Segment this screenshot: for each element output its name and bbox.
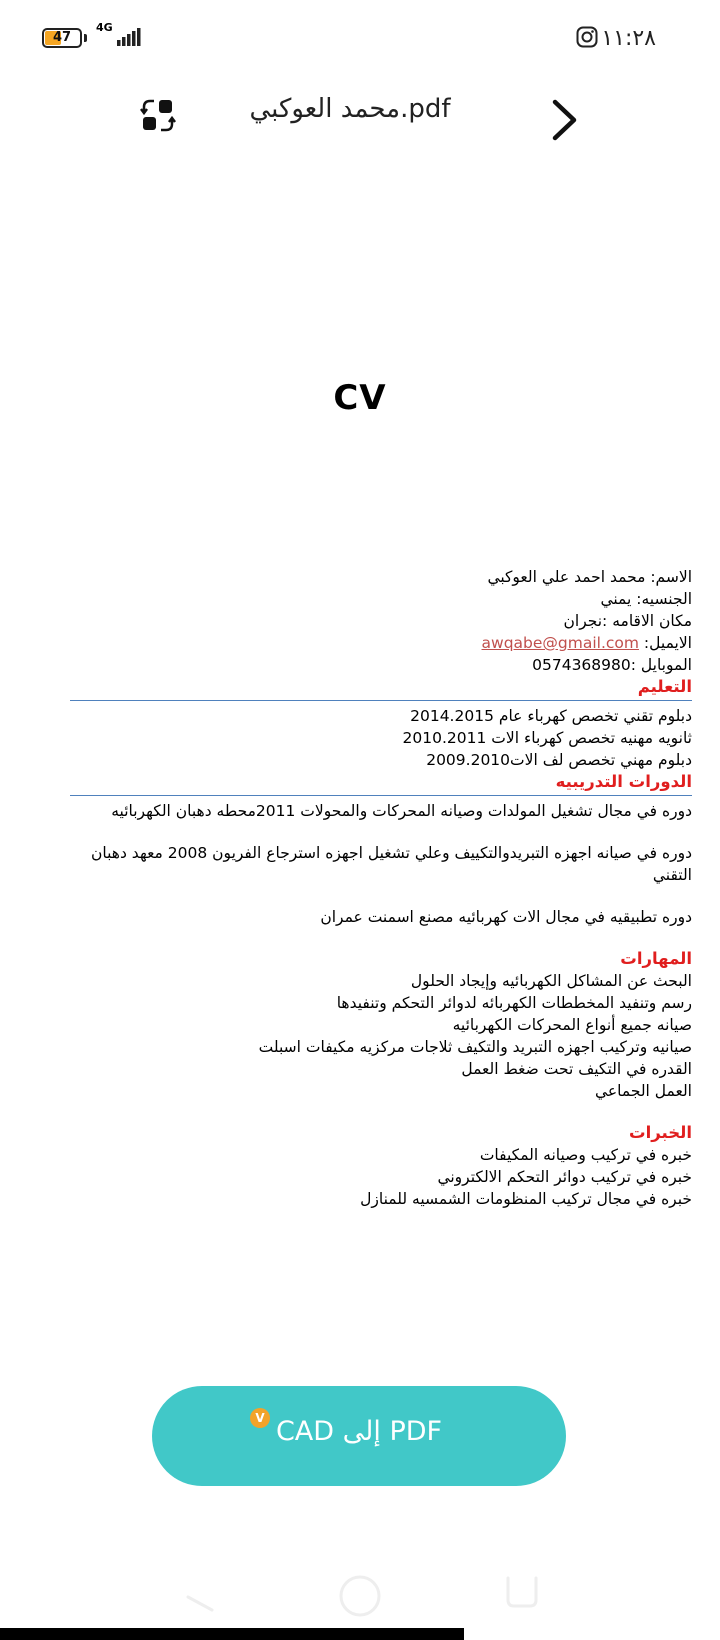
spacer — [70, 928, 692, 948]
list-item: صيانيه وتركيب اجهزه التبريد والتكيف ثلاجات مركزيه مكيفات اسبلت — [258, 1038, 692, 1056]
list-item: دوره في صيانه اجهزه التبريدوالتكييف وعلي تشغيل اجهزه استرجاع الفريون 2008 معهد دهبان التقني — [91, 844, 692, 884]
spacer — [70, 822, 692, 842]
status-bar — [0, 0, 720, 80]
list-item: خبره في تركيب وصيانه المكيفات — [479, 1146, 692, 1164]
list-item: ثانويه مهنيه تخصص كهرباء الات 2010.2011 — [402, 729, 692, 747]
personal-email-row — [70, 632, 692, 654]
bottom-black-bar — [0, 1628, 464, 1640]
vip-badge: V — [250, 1408, 270, 1428]
back-icon[interactable] — [550, 98, 580, 142]
section-title-experience: الخبرات — [629, 1123, 692, 1142]
personal-nationality: الجنسيه: يمني — [600, 590, 692, 608]
spacer — [70, 886, 692, 906]
spacer — [70, 1102, 692, 1122]
battery-percentage: 47 — [52, 30, 72, 45]
list-item: دبلوم مهني تخصص لف الات2009.2010 — [426, 751, 692, 769]
personal-mobile: الموبايل :0574368980 — [532, 656, 692, 674]
battery-tip — [84, 34, 87, 42]
personal-residence: مكان الاقامه :نجران — [563, 612, 692, 630]
network-type: 4G — [96, 21, 113, 34]
pdf-document-content — [70, 566, 692, 1210]
nav-home-icon[interactable] — [338, 1574, 382, 1618]
document-title: CV — [333, 378, 387, 418]
top-app-bar — [0, 80, 720, 160]
list-item: البحث عن المشاكل الكهربائيه وإيجاد الحلول — [410, 972, 692, 990]
list-item: دوره في مجال تشغيل المولدات وصيانه المحركات والمحولات 2011محطه دهبان الكهربائيه — [111, 802, 692, 820]
section-title-education: التعليم — [637, 677, 692, 696]
list-item: دوره تطبيقيه في مجال الات كهربائيه مصنع اسمنت عمران — [320, 908, 692, 926]
list-item: دبلوم تقني تخصص كهرباء عام 2014.2015 — [410, 707, 692, 725]
personal-name: الاسم: محمد احمد علي العوكبي — [487, 568, 692, 586]
section-title-skills: المهارات — [620, 949, 692, 968]
nav-recent-icon[interactable] — [506, 1576, 538, 1608]
list-item: العمل الجماعي — [594, 1082, 692, 1100]
instagram-icon — [576, 26, 598, 48]
file-title: محمد العوكبي.pdf — [249, 94, 451, 124]
convert-icon[interactable] — [140, 98, 176, 134]
list-item: خبره في تركيب دوائر التحكم الالكتروني — [437, 1168, 692, 1186]
list-item: صيانه جميع أنواع المحركات الكهربائيه — [452, 1016, 692, 1034]
cad-to-pdf-button[interactable] — [152, 1386, 566, 1486]
nav-back-icon[interactable] — [184, 1582, 214, 1612]
list-item: رسم وتنفيد المخططات الكهربائه لدوائر التحكم وتنفيدها — [336, 994, 692, 1012]
battery-icon — [42, 28, 82, 48]
list-item: القدره في التكيف تحت ضغط العمل — [461, 1060, 692, 1078]
signal-icon — [117, 28, 141, 46]
section-divider — [70, 795, 692, 796]
section-divider — [70, 700, 692, 701]
status-time: ١١:٢٨ — [601, 26, 656, 51]
cad-to-pdf-label: CAD إلى PDF — [275, 1416, 443, 1447]
list-item: خبره في مجال تركيب المنظومات الشمسيه للمنازل — [360, 1190, 692, 1208]
email-link[interactable]: awqabe@gmail.com — [481, 634, 639, 652]
section-title-courses: الدورات التدريبيه — [555, 772, 692, 791]
email-label: الايميل: — [639, 634, 692, 652]
